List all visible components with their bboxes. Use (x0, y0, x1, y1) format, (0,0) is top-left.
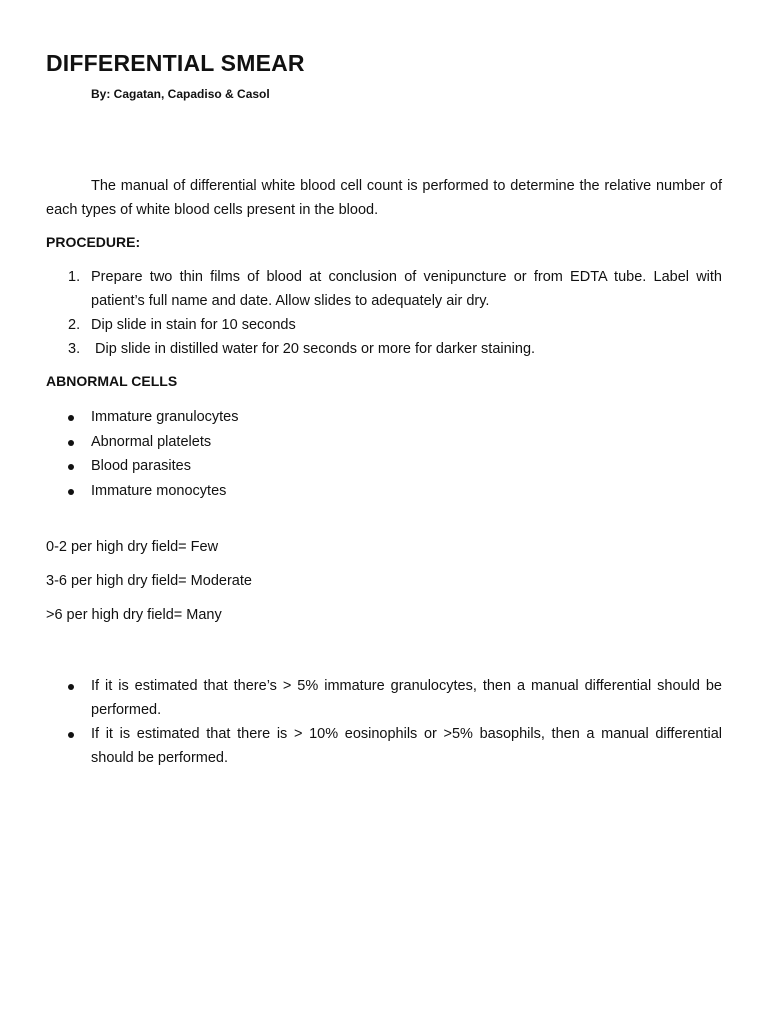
abnormal-cell-label: Blood parasites (91, 458, 191, 474)
bullet-icon (68, 464, 74, 470)
step-text: Dip slide in stain for 10 seconds (91, 317, 296, 333)
document-title: DIFFERENTIAL SMEAR (46, 50, 305, 76)
abnormal-cell-label: Abnormal platelets (91, 433, 212, 450)
procedure-step (46, 337, 722, 361)
note-text: If it is estimated that there’s > 5% immature granulocytes, then a manual differential should be performed. (91, 678, 722, 718)
procedure-step (46, 313, 722, 337)
note-text: If it is estimated that there is > 10% eosinophils or >5% basophils, then a manual differential should be performed. (91, 726, 722, 766)
procedure-heading: PROCEDURE: (46, 234, 141, 250)
bullet-icon (68, 415, 74, 421)
step-text: Prepare two thin films of blood at conclusion of venipuncture or from EDTA tube. Label with patient’s full name and date. Allow slides to adequately air dry. (91, 269, 722, 309)
abnormal-cells-heading: ABNORMAL CELLS (46, 373, 178, 389)
scale-line-moderate: 3-6 per high dry field= Moderate (46, 573, 252, 589)
notes-list (46, 674, 722, 770)
step-number: 1. (68, 269, 81, 285)
intro-paragraph: The manual of differential white blood cell count is performed to determine the relative number of each types of white blood cells present in the blood. (46, 178, 722, 218)
abnormal-cells-list (46, 405, 722, 503)
procedure-steps (46, 265, 722, 361)
list-item (46, 405, 722, 430)
bullet-icon (68, 732, 74, 738)
bullet-icon (68, 489, 74, 495)
list-item (46, 722, 722, 770)
list-item (46, 674, 722, 722)
procedure-step (46, 265, 722, 313)
document-byline: By: Cagatan, Capadiso & Casol (91, 87, 270, 101)
bullet-icon (68, 440, 74, 446)
bullet-icon (68, 684, 74, 690)
scale-line-few: 0-2 per high dry field= Few (46, 539, 219, 555)
list-item (46, 454, 722, 479)
abnormal-cell-label: Immature monocytes (91, 482, 227, 499)
list-item (46, 479, 722, 504)
step-text: Dip slide in distilled water for 20 seconds or more for darker staining. (91, 341, 536, 357)
step-number: 2. (68, 317, 81, 333)
step-number: 3. (68, 341, 81, 357)
scale-line-many: >6 per high dry field= Many (46, 607, 222, 623)
abnormal-cell-label: Immature granulocytes (91, 409, 239, 425)
list-item (46, 430, 722, 455)
